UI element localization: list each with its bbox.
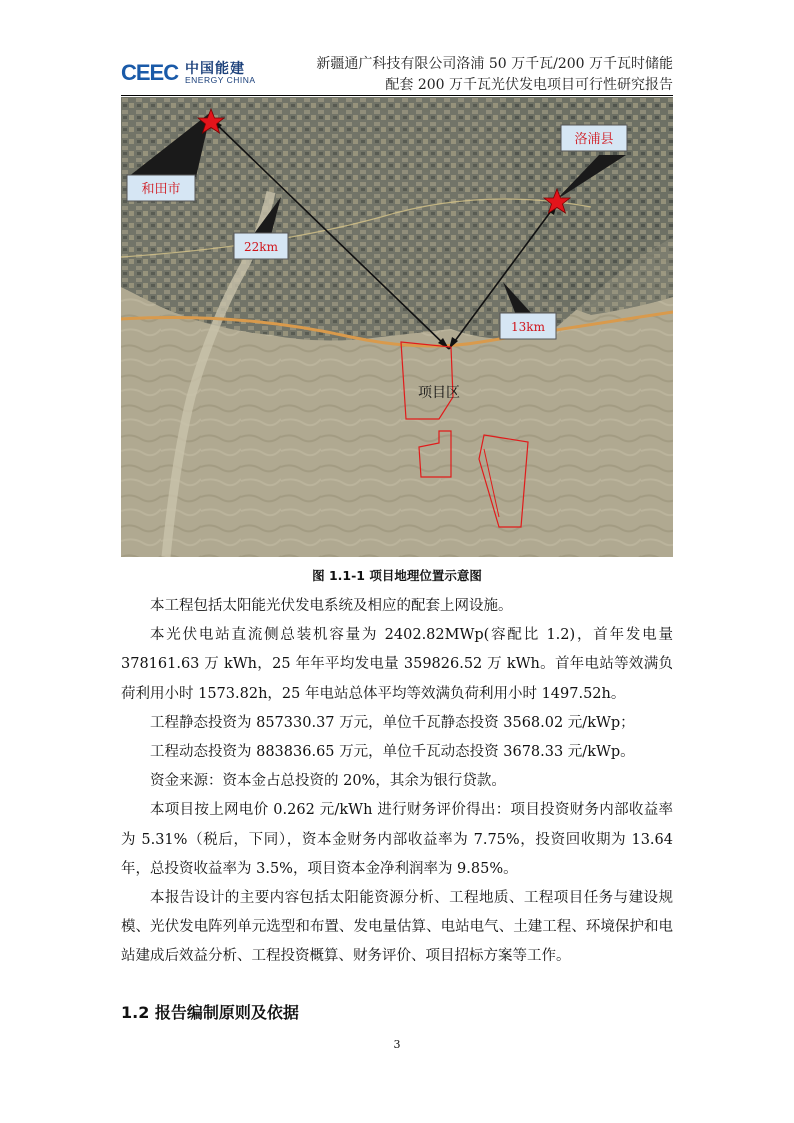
figure-caption: 图 1.1-1 项目地理位置示意图 [312, 568, 482, 583]
location-map [121, 97, 673, 557]
body-text [121, 592, 673, 972]
distance-22km-label: 22km [244, 240, 278, 254]
logo-mark: CEEC [121, 60, 179, 85]
paragraph: 本光伏电站直流侧总装机容量为 2402.82MWp(容配比 1.2)，首年发电量 378161.63 万 kWh，25 年年平均发电量 359826.52 万 kWh。首年电站等效满负荷利用小时 1573.82h，25 年电站总体平均等效满负荷利用小时 1497.52h。 [121, 627, 673, 702]
page-number: 3 [393, 1038, 401, 1051]
section-heading: 1.2 报告编制原则及依据 [121, 1003, 299, 1022]
energy-china-logo [121, 57, 261, 87]
report-title [316, 54, 673, 96]
logo-chinese-name: 中国能建 [185, 61, 245, 77]
header-divider [121, 95, 673, 96]
project-area-label: 项目区 [418, 385, 460, 401]
logo-english-name: ENERGY CHINA [185, 75, 256, 85]
paragraph: 工程动态投资为 883836.65 万元，单位千瓦动态投资 3678.33 元/kWp。 [150, 744, 635, 761]
luopu-county-label: 洛浦县 [574, 132, 614, 147]
distance-13km-label: 13km [511, 320, 545, 334]
paragraph: 本工程包括太阳能光伏发电系统及相应的配套上网设施。 [150, 598, 513, 614]
report-title-line-2: 配套 200 万千瓦光伏发电项目可行性研究报告 [385, 77, 673, 93]
paragraph: 本项目按上网电价 0.262 元/kWh 进行财务评价得出：项目投资财务内部收益率为 5.31%（税后，下同），资本金财务内部收益率为 7.75%，投资回收期为 13.64 年，总投资收益率为 3.5%，项目资本金净利润率为 9.85%。 [121, 802, 673, 877]
hotan-city-label: 和田市 [141, 182, 181, 197]
paragraph: 本报告设计的主要内容包括太阳能资源分析、工程地质、工程项目任务与建设规模、光伏发电阵列单元选型和布置、发电量估算、电站电气、土建工程、环境保护和电站建成后效益分析、工程投资概算、财务评价、项目招标方案等工作。 [121, 890, 673, 965]
paragraph: 资金来源：资本金占总投资的 20%，其余为银行贷款。 [150, 773, 506, 790]
paragraph: 工程静态投资为 857330.37 万元，单位千瓦静态投资 3568.02 元/kWp； [150, 714, 635, 731]
report-title-line-1: 新疆通广科技有限公司洛浦 50 万千瓦/200 万千瓦时储能 [316, 56, 673, 72]
